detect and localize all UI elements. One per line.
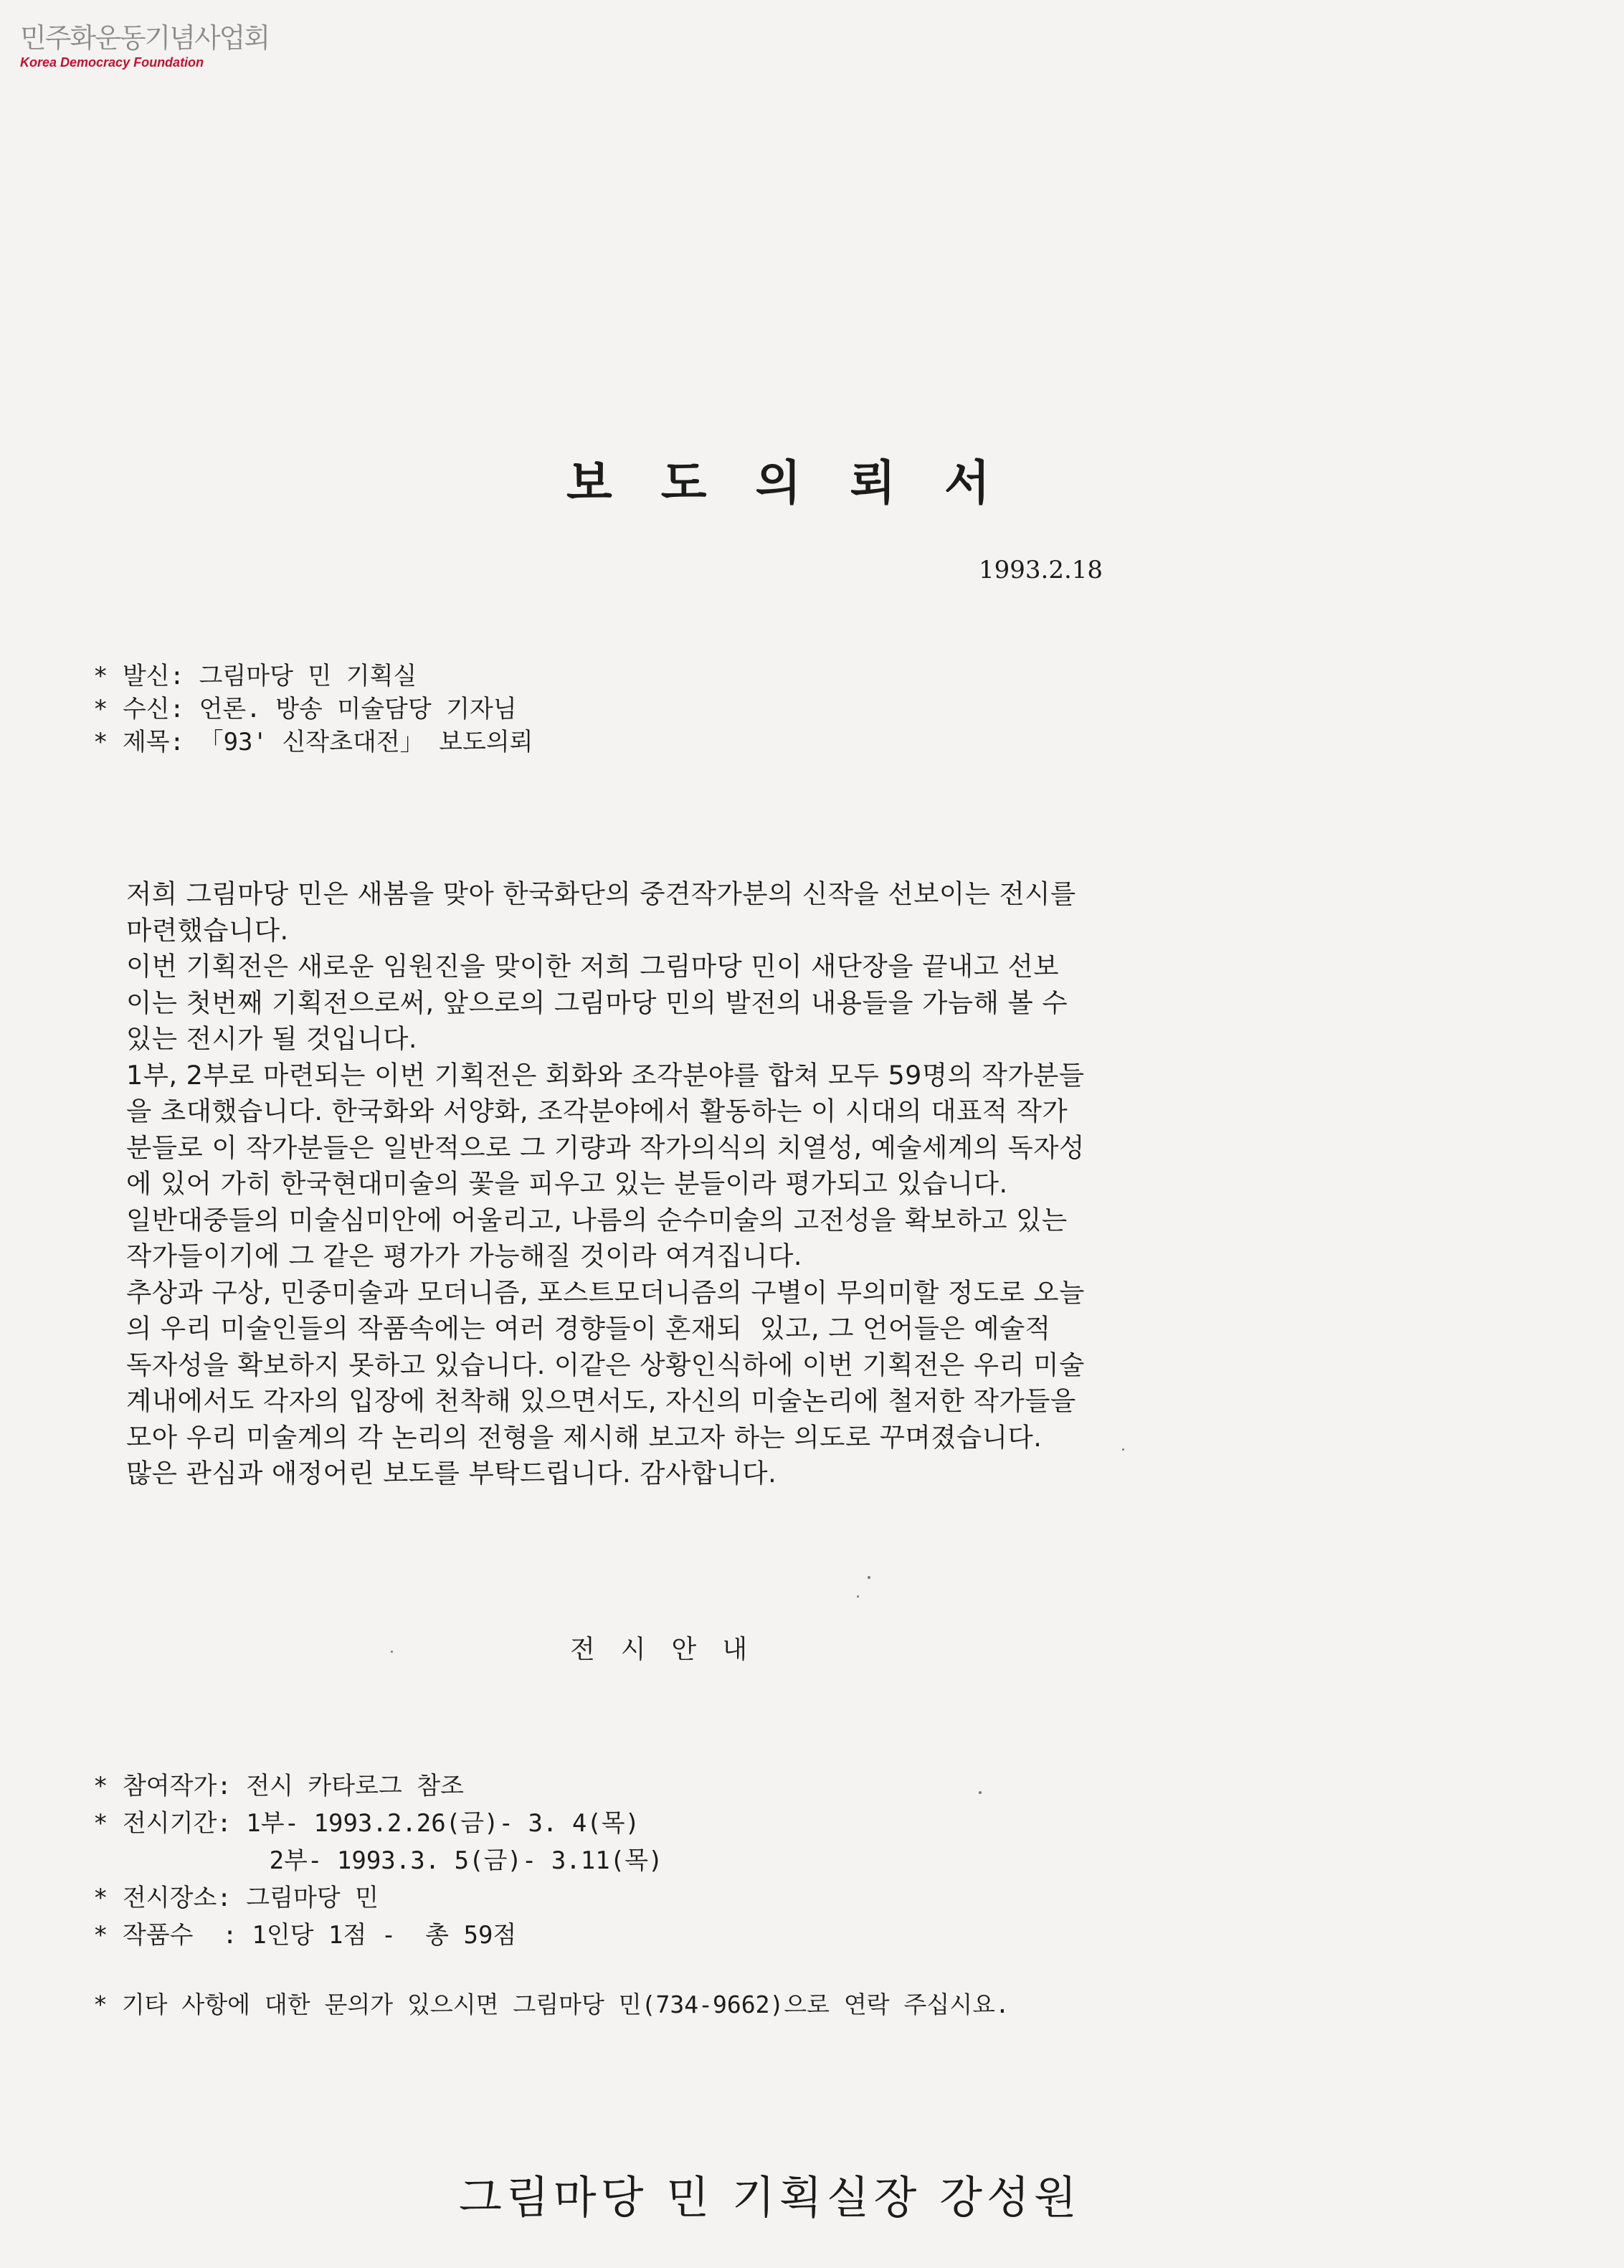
paper-speck [868, 1576, 870, 1579]
body-line: 계내에서도 각자의 입장에 천착해 있으면서도, 자신의 미술논리에 철저한 작가들을 [126, 1385, 1076, 1416]
body-line: 이번 기획전은 새로운 임원진을 맞이한 저희 그림마당 민이 새단장을 끝내고 선보 [126, 951, 1060, 982]
participating-artists-line: * 참여작가: 전시 카타로그 참조 [93, 1772, 464, 1800]
body-line: 작가들이기에 그 같은 평가가 가능해질 것이라 여겨집니다. [126, 1240, 802, 1271]
logo-english-text: Korea Democracy Foundation [20, 55, 204, 70]
body-line: 모아 우리 미술계의 각 논리의 전형을 제시해 보고자 하는 의도로 꾸며졌습니다. [126, 1421, 1043, 1453]
recipient-line: * 수신: 언론. 방송 미술담당 기자님 [93, 695, 517, 723]
document-date: 1993.2.18 [979, 556, 1103, 584]
memo-header [93, 660, 533, 759]
paper-speck [857, 1595, 859, 1598]
exhibition-venue-line: * 전시장소: 그림마당 민 [93, 1884, 379, 1912]
contact-note: * 기타 사항에 대한 문의가 있으시면 그림마당 민(734-9662)으로 연락 주십시요. [93, 1991, 1010, 2018]
document-title: 보도의뢰서 [566, 455, 1039, 511]
body-line: 일반대중들의 미술심미안에 어울리고, 나름의 순수미술의 고전성을 확보하고 있는 [126, 1204, 1068, 1235]
subject-line: * 제목: 「93' 신작초대전」 보도의뢰 [93, 728, 533, 756]
paper-speck [979, 1791, 982, 1794]
body-line: 분들로 이 작가분들은 일반적으로 그 기량과 작가의식의 치열성, 예술세계의 독자성 [126, 1131, 1085, 1163]
signature: 그림마당 민 기획실장 강성원 [459, 2171, 1081, 2224]
exhibition-info [93, 1768, 663, 1954]
artwork-count-line: * 작품수 : 1인당 1점 - 총 59점 [93, 1921, 517, 1950]
body-line: 이는 첫번째 기획전으로써, 앞으로의 그림마당 민의 발전의 내용들을 가늠해 볼 수 [126, 987, 1068, 1018]
sender-line: * 발신: 그림마당 민 기획실 [93, 662, 417, 691]
body-line: 1부, 2부로 마련되는 이번 기획전은 회화와 조각분야를 합쳐 모두 59명의 작가분들 [126, 1059, 1085, 1091]
exhibition-period-line-2: 2부- 1993.3. 5(금)- 3.11(목) [93, 1846, 663, 1875]
body-line: 에 있어 가히 한국현대미술의 꽃을 피우고 있는 분들이라 평가되고 있습니다. [126, 1168, 1008, 1199]
logo-korean-text: 민주화운동기념사업회 [20, 22, 270, 54]
body-line: 많은 관심과 애정어린 보도를 부탁드립니다. 감사합니다. [126, 1458, 777, 1489]
body-line: 추상과 구상, 민중미술과 모더니즘, 포스트모더니즘의 구별이 무의미할 정도로 오늘 [126, 1276, 1085, 1308]
body-line: 있는 전시가 될 것입니다. [126, 1023, 417, 1054]
exhibition-info-heading: 전시안내 [570, 1635, 774, 1664]
body-line: 을 초대했습니다. 한국화와 서양화, 조각분야에서 활동하는 이 시대의 대표적 작가 [126, 1096, 1068, 1126]
paper-speck [391, 1651, 393, 1653]
body-line: 마련했습니다. [126, 914, 289, 946]
body-line: 독자성을 확보하지 못하고 있습니다. 이같은 상황인식하에 이번 기획전은 우리 미술 [126, 1349, 1085, 1380]
body-paragraphs [126, 876, 1345, 1492]
body-line: 저희 그림마당 민은 새봄을 맞아 한국화단의 중견작가분의 신작을 선보이는 전시를 [126, 878, 1076, 909]
exhibition-period-line: * 전시기간: 1부- 1993.2.26(금)- 3. 4(목) [93, 1809, 640, 1838]
paper-speck [1122, 1448, 1124, 1451]
foundation-logo [20, 22, 270, 70]
body-line: 의 우리 미술인들의 작품속에는 여러 경향들이 혼재되 있고, 그 언어들은 예술적 [126, 1313, 1051, 1344]
